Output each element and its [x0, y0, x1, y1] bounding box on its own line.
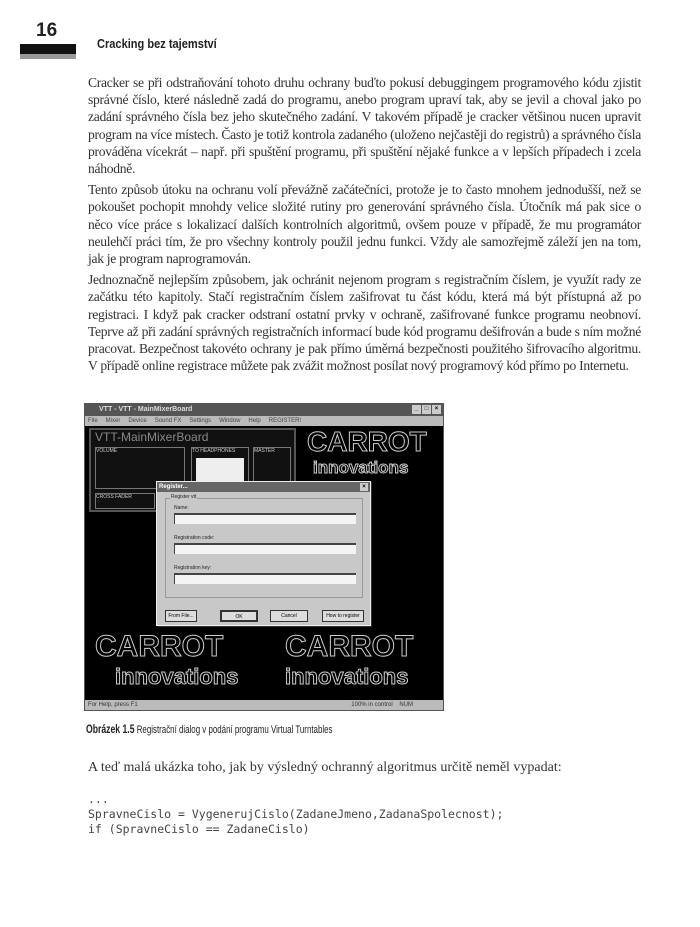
status-text: For Help, press F1 — [88, 702, 138, 708]
page-number-bar-shadow — [20, 54, 76, 59]
figure-screenshot — [84, 403, 444, 711]
key-label: Registration key: — [174, 565, 212, 571]
logo-text: CARROT — [307, 426, 427, 457]
group-label: VOLUME — [96, 448, 118, 454]
dialog-titlebar — [157, 482, 370, 492]
close-icon: × — [360, 483, 368, 491]
menu-item: Mixer — [105, 418, 121, 424]
group-label: TO HEADPHONES — [192, 448, 236, 454]
paragraph: Cracker se při odstraňování tohoto druhu ochrany buďto pokusí debuggingem programového kódu zjistit správné číslo, které následně zadá do programu, anebo program upraví tak, aby se jevil a choval jako po zadání správného čísla bez jeho skutečného zadání. V takovém případě je cracker většinou nucen upravit program na více místech. Často je totiž kontrola zadaného (uloženo nejčastěji do registrů) a správného čísla prováděna vícekrát – např. při spuštění programu, při spuštění nějaké funkce a v lepších případech i zcela náhodně. — [88, 75, 641, 177]
logo-text: innovations — [285, 664, 409, 689]
paragraph: Jednoznačně nejlepším způsobem, jak ochránit nejenom program s registračním číslem, je využít rady ze začátku této kapitoly. Stačí registračním číslem zašifrovat tu část kódu, která má být přístupná až po registraci. I když pak cracker odstraní ostatní prvky v ochraně, zašifrované funkce programu neobnoví. Teprve až při zadání správných registračních informací bude kód programu dešifrován a bude s ním možné pracovat. Bezpečnost takovéto ochrany je pak přímo úměrná bezpečnosti použitého šifrovacího algoritmu. V případě online registrace můžete pak zvážit možnost posílat nový programový kód přímo po Internetu. — [88, 272, 641, 374]
logo-text: CARROT — [285, 630, 414, 663]
menu-item: File — [88, 418, 98, 424]
status-control: 100% in control — [351, 702, 393, 708]
menu-item: Window — [219, 418, 241, 424]
registration-key-input — [174, 573, 356, 584]
page-number-bar — [20, 44, 76, 54]
dialog-title: Register... — [159, 484, 188, 490]
window-titlebar — [85, 404, 443, 416]
code-label: Registration code: — [174, 535, 215, 541]
register-dialog — [156, 481, 371, 626]
group-label: MASTER — [254, 448, 275, 454]
mixer-title: VTT-MainMixerBoard — [95, 430, 209, 444]
code-block — [88, 792, 503, 837]
caption-label: Obrázek 1.5 — [86, 722, 135, 736]
name-label: Name: — [174, 505, 189, 511]
menu-item: Settings — [189, 418, 212, 424]
paragraph: Tento způsob útoku na ochranu volí převážně začátečníci, protože je to často mnohem jednodušší, než se pokoušet pochopit mnohdy velice složité rutiny pro generování správného čísla. Útočník má pak sice o něco více práce s lokalizací dalších kontrolních algoritmů, ovšem pouze v případě, že mu programátor neulehčí práci tím, že pro všechny kontroly použil jednu funkci. Vždy ale samozřejmě záleží jen na tom, jak je program naprogramován. — [88, 182, 641, 267]
figure-caption — [86, 722, 332, 736]
logo-text: innovations — [115, 664, 239, 689]
status-num: NUM — [399, 702, 413, 708]
menu-item: Help — [248, 418, 261, 424]
intro-sentence: A teď malá ukázka toho, jak by výsledný ochranný algoritmus určitě neměl vypadat: — [88, 760, 562, 775]
minimize-icon: _ — [412, 405, 421, 414]
running-title: Cracking bez tajemství — [97, 36, 217, 51]
menu-bar — [85, 416, 443, 426]
status-bar — [85, 700, 443, 710]
menu-item: Sound FX — [154, 418, 182, 424]
crossfader-group — [95, 493, 155, 509]
code-line: ... — [88, 792, 109, 806]
logo-text: innovations — [313, 458, 409, 477]
ok-button: OK — [220, 610, 258, 622]
maximize-icon: □ — [422, 405, 431, 414]
name-input — [174, 513, 356, 524]
cancel-button: Cancel — [270, 610, 308, 622]
caption-text: Registrační dialog v podání programu Virtual Turntables — [136, 724, 333, 736]
body-text — [88, 74, 641, 378]
registration-code-input — [174, 543, 356, 554]
register-groupbox — [165, 494, 363, 598]
page-number: 16 — [36, 20, 58, 41]
close-icon: × — [432, 405, 441, 414]
window-title: VTT - VTT - MainMixerBoard — [99, 406, 193, 413]
how-to-register-button: How to register — [322, 610, 364, 622]
group-label: CROSS FADER — [96, 494, 132, 500]
logo-text: CARROT — [95, 630, 224, 663]
from-file-button: From File... — [165, 610, 197, 622]
code-line: if (SpravneCislo == ZadaneCislo) — [88, 822, 310, 836]
menu-item: REGISTER! — [268, 418, 302, 424]
groupbox-label: Register vtt — [171, 494, 197, 500]
menu-item: Device — [128, 418, 147, 424]
code-line: SpravneCislo = VygenerujCislo(ZadaneJmeno,ZadanaSpolecnost); — [88, 807, 504, 821]
